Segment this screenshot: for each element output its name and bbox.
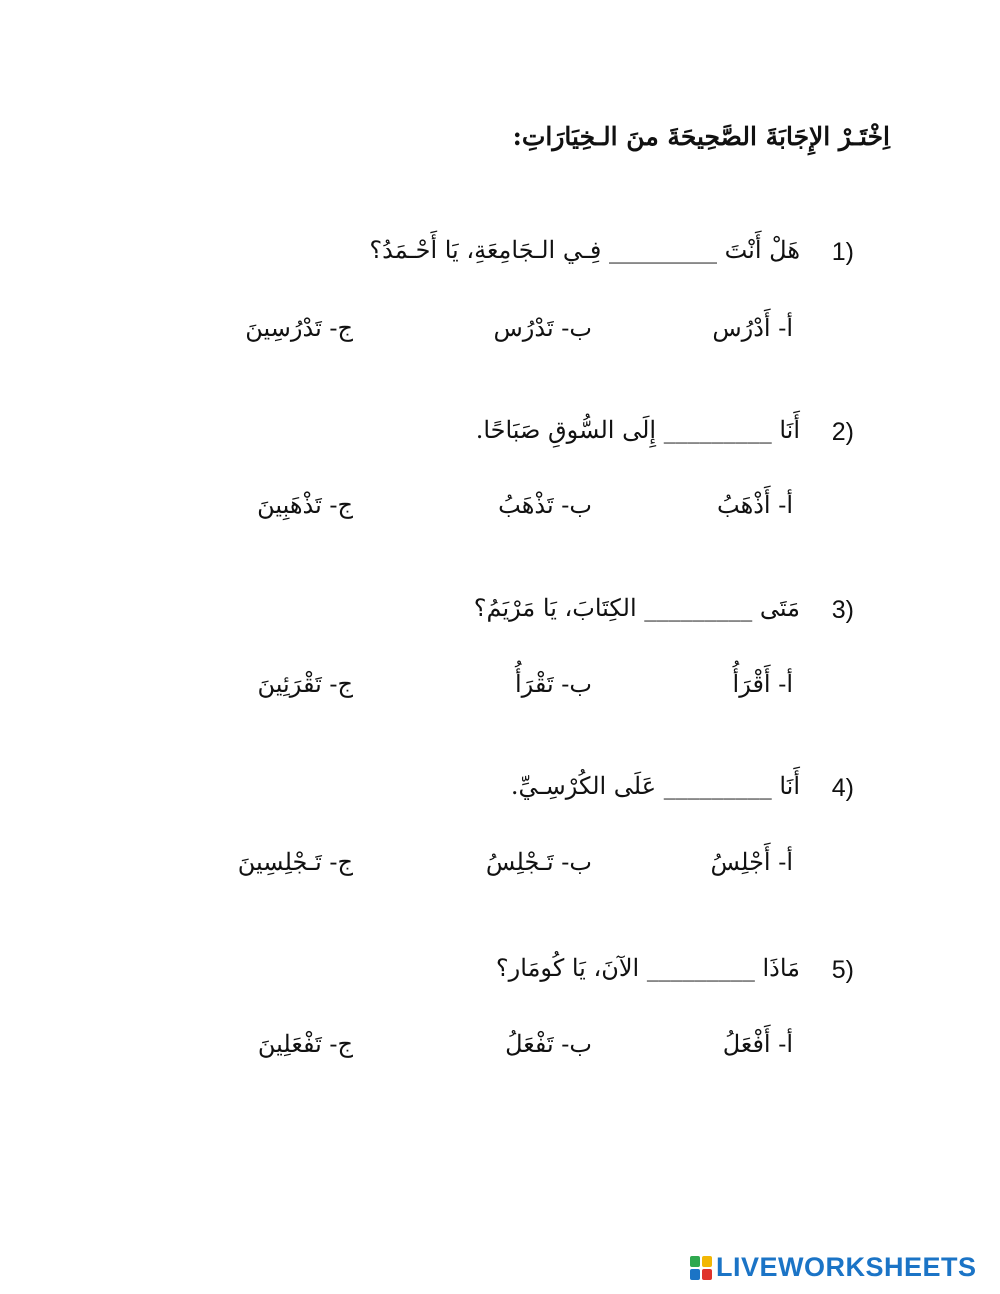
question-text: أَنَا _________ عَلَى الكُرْسِـيِّ. xyxy=(510,772,800,800)
liveworksheets-logo xyxy=(690,1252,977,1283)
option-b[interactable]: ب- تَـجْلِسُ xyxy=(485,848,592,876)
option-c[interactable]: ج- تَذْهَبِينَ xyxy=(257,491,353,519)
question-number: 5) xyxy=(831,956,854,984)
option-c[interactable]: ج- تَدْرُسِينَ xyxy=(245,314,353,342)
option-c[interactable]: ج- تَقْرَئِينَ xyxy=(257,670,353,698)
option-b[interactable]: ب- تَقْرَأُ xyxy=(514,670,592,698)
option-b[interactable]: ب- تَذْهَبُ xyxy=(498,491,592,519)
logo-text: LIVEWORKSHEETS xyxy=(716,1252,977,1282)
question-text: مَتَى _________ الكِتَابَ، يَا مَرْيَمُ؟ xyxy=(473,594,800,622)
logo-square xyxy=(690,1269,700,1280)
option-a[interactable]: أ- أَذْهَبُ xyxy=(717,491,793,519)
question-text: مَاذَا _________ الآنَ، يَا كُومَار؟ xyxy=(495,954,800,982)
logo-square xyxy=(702,1269,712,1280)
logo-square xyxy=(690,1256,700,1267)
option-c[interactable]: ج- تَـجْلِسِينَ xyxy=(237,848,353,876)
instruction-title: اِخْتَـرْ الإِجَابَةَ الصَّحِيحَةَ منَ الـخِيَارَاتِ: xyxy=(512,122,890,151)
option-a[interactable]: أ- أَقْرَأُ xyxy=(732,670,793,698)
question-number: 3) xyxy=(831,596,854,624)
option-b[interactable]: ب- تَفْعَلُ xyxy=(505,1030,592,1058)
logo-mark-icon xyxy=(690,1256,712,1280)
logo-square xyxy=(702,1256,712,1267)
question-text: أَنَا _________ إِلَى السُّوقِ صَبَاحًا. xyxy=(475,416,800,444)
question-number: 4) xyxy=(831,774,854,802)
question-text: هَلْ أَنْتَ _________ فِـي الـجَامِعَةِ، يَا أَحْـمَدُ؟ xyxy=(369,236,800,264)
option-a[interactable]: أ- أَجْلِسُ xyxy=(710,848,793,876)
option-a[interactable]: أ- أَفْعَلُ xyxy=(722,1030,793,1058)
option-c[interactable]: ج- تَفْعَلِينَ xyxy=(257,1030,353,1058)
option-b[interactable]: ب- تَدْرُس xyxy=(493,314,592,342)
option-a[interactable]: أ- أَدْرُس xyxy=(712,314,793,342)
question-number: 2) xyxy=(831,418,854,446)
question-number: 1) xyxy=(831,238,854,266)
